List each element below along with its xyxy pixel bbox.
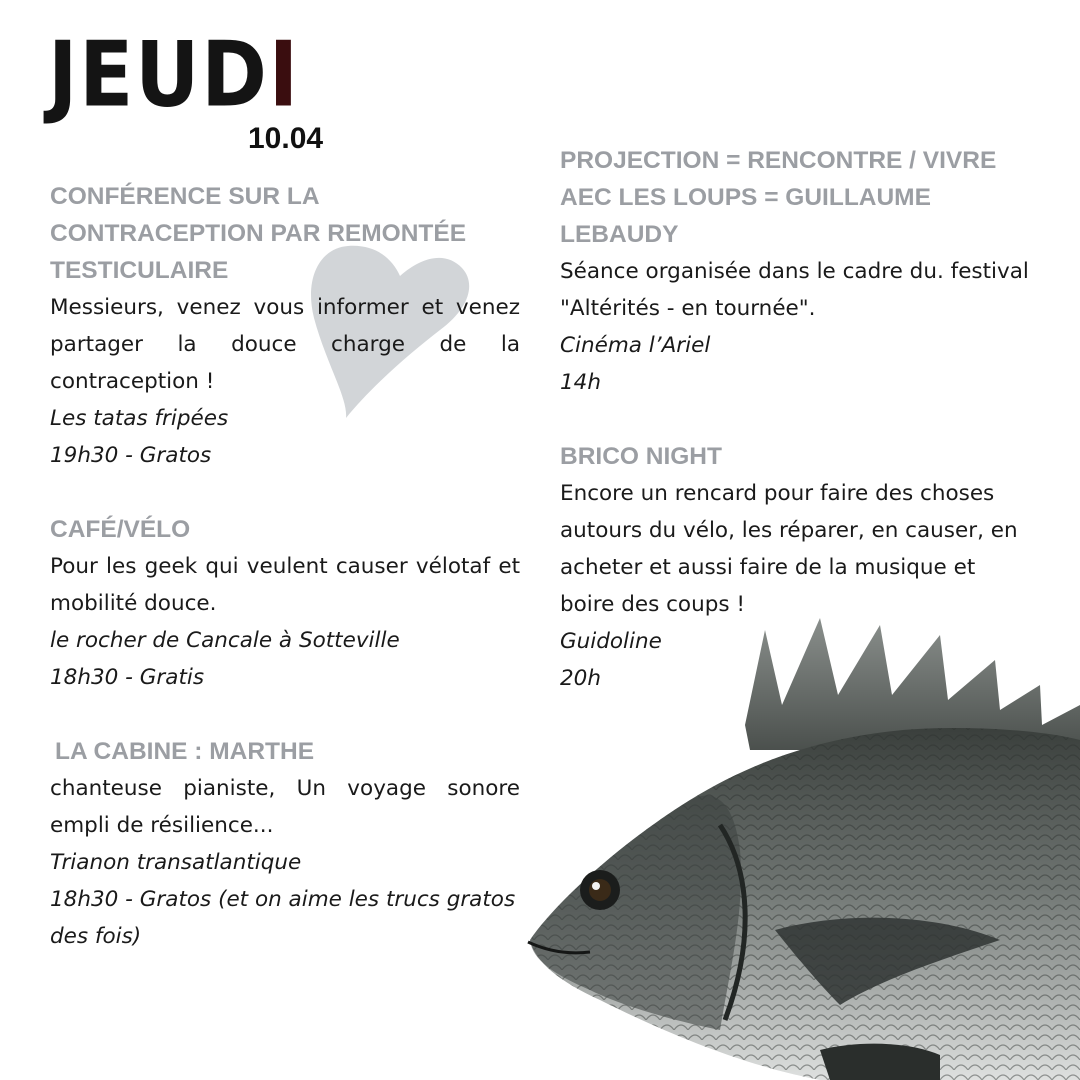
event-time: 18h30 - Gratis — [50, 665, 205, 690]
event-projection — [560, 142, 1030, 401]
event-place: le rocher de Cancale à Sotteville — [50, 628, 400, 653]
event-time: 18h30 - Gratos (et on aime les trucs gratos des fois) — [50, 887, 516, 949]
event-place: Guidoline — [560, 629, 662, 654]
event-description: Pour les geek qui veulent causer vélotaf et mobilité douce. — [50, 554, 520, 616]
left-column — [50, 178, 520, 992]
event-cafe-velo — [50, 511, 520, 696]
event-description: chanteuse pianiste, Un voyage sonore empli de résilience... — [50, 776, 520, 838]
event-description: Messieurs, venez vous informer et venez partager la douce charge de la contraception ! — [50, 295, 520, 394]
event-contraception — [50, 178, 520, 474]
event-time: 14h — [560, 370, 601, 395]
date-label: 10.04 — [248, 122, 324, 155]
event-title: CAFÉ/VÉLO — [50, 516, 191, 543]
page-title: JEUDI — [48, 22, 301, 128]
event-time: 20h — [560, 666, 601, 691]
event-organizer: Les tatas fripées — [50, 406, 229, 431]
event-title: PROJECTION = RENCONTRE / VIVRE AEC LES LOUPS = GUILLAUME LEBAUDY — [560, 147, 997, 248]
event-title: BRICO NIGHT — [560, 443, 722, 470]
event-time: 19h30 - Gratos — [50, 443, 212, 468]
event-description: Séance organisée dans le cadre du. festival "Altérités - en tournée". — [560, 259, 1029, 321]
event-place: Cinéma l’Ariel — [560, 333, 711, 358]
event-place: Trianon transatlantique — [50, 850, 302, 875]
event-la-cabine — [50, 733, 520, 955]
fish-image — [520, 610, 1080, 1080]
event-title: LA CABINE : MARTHE — [55, 738, 315, 765]
event-title: CONFÉRENCE SUR LA CONTRACEPTION PAR REMONTÉE TESTICULAIRE — [50, 183, 467, 284]
event-description: Encore un rencard pour faire des choses autours du vélo, les réparer, en causer, en acheter et aussi faire de la musique et boire des coups ! — [560, 481, 1018, 617]
